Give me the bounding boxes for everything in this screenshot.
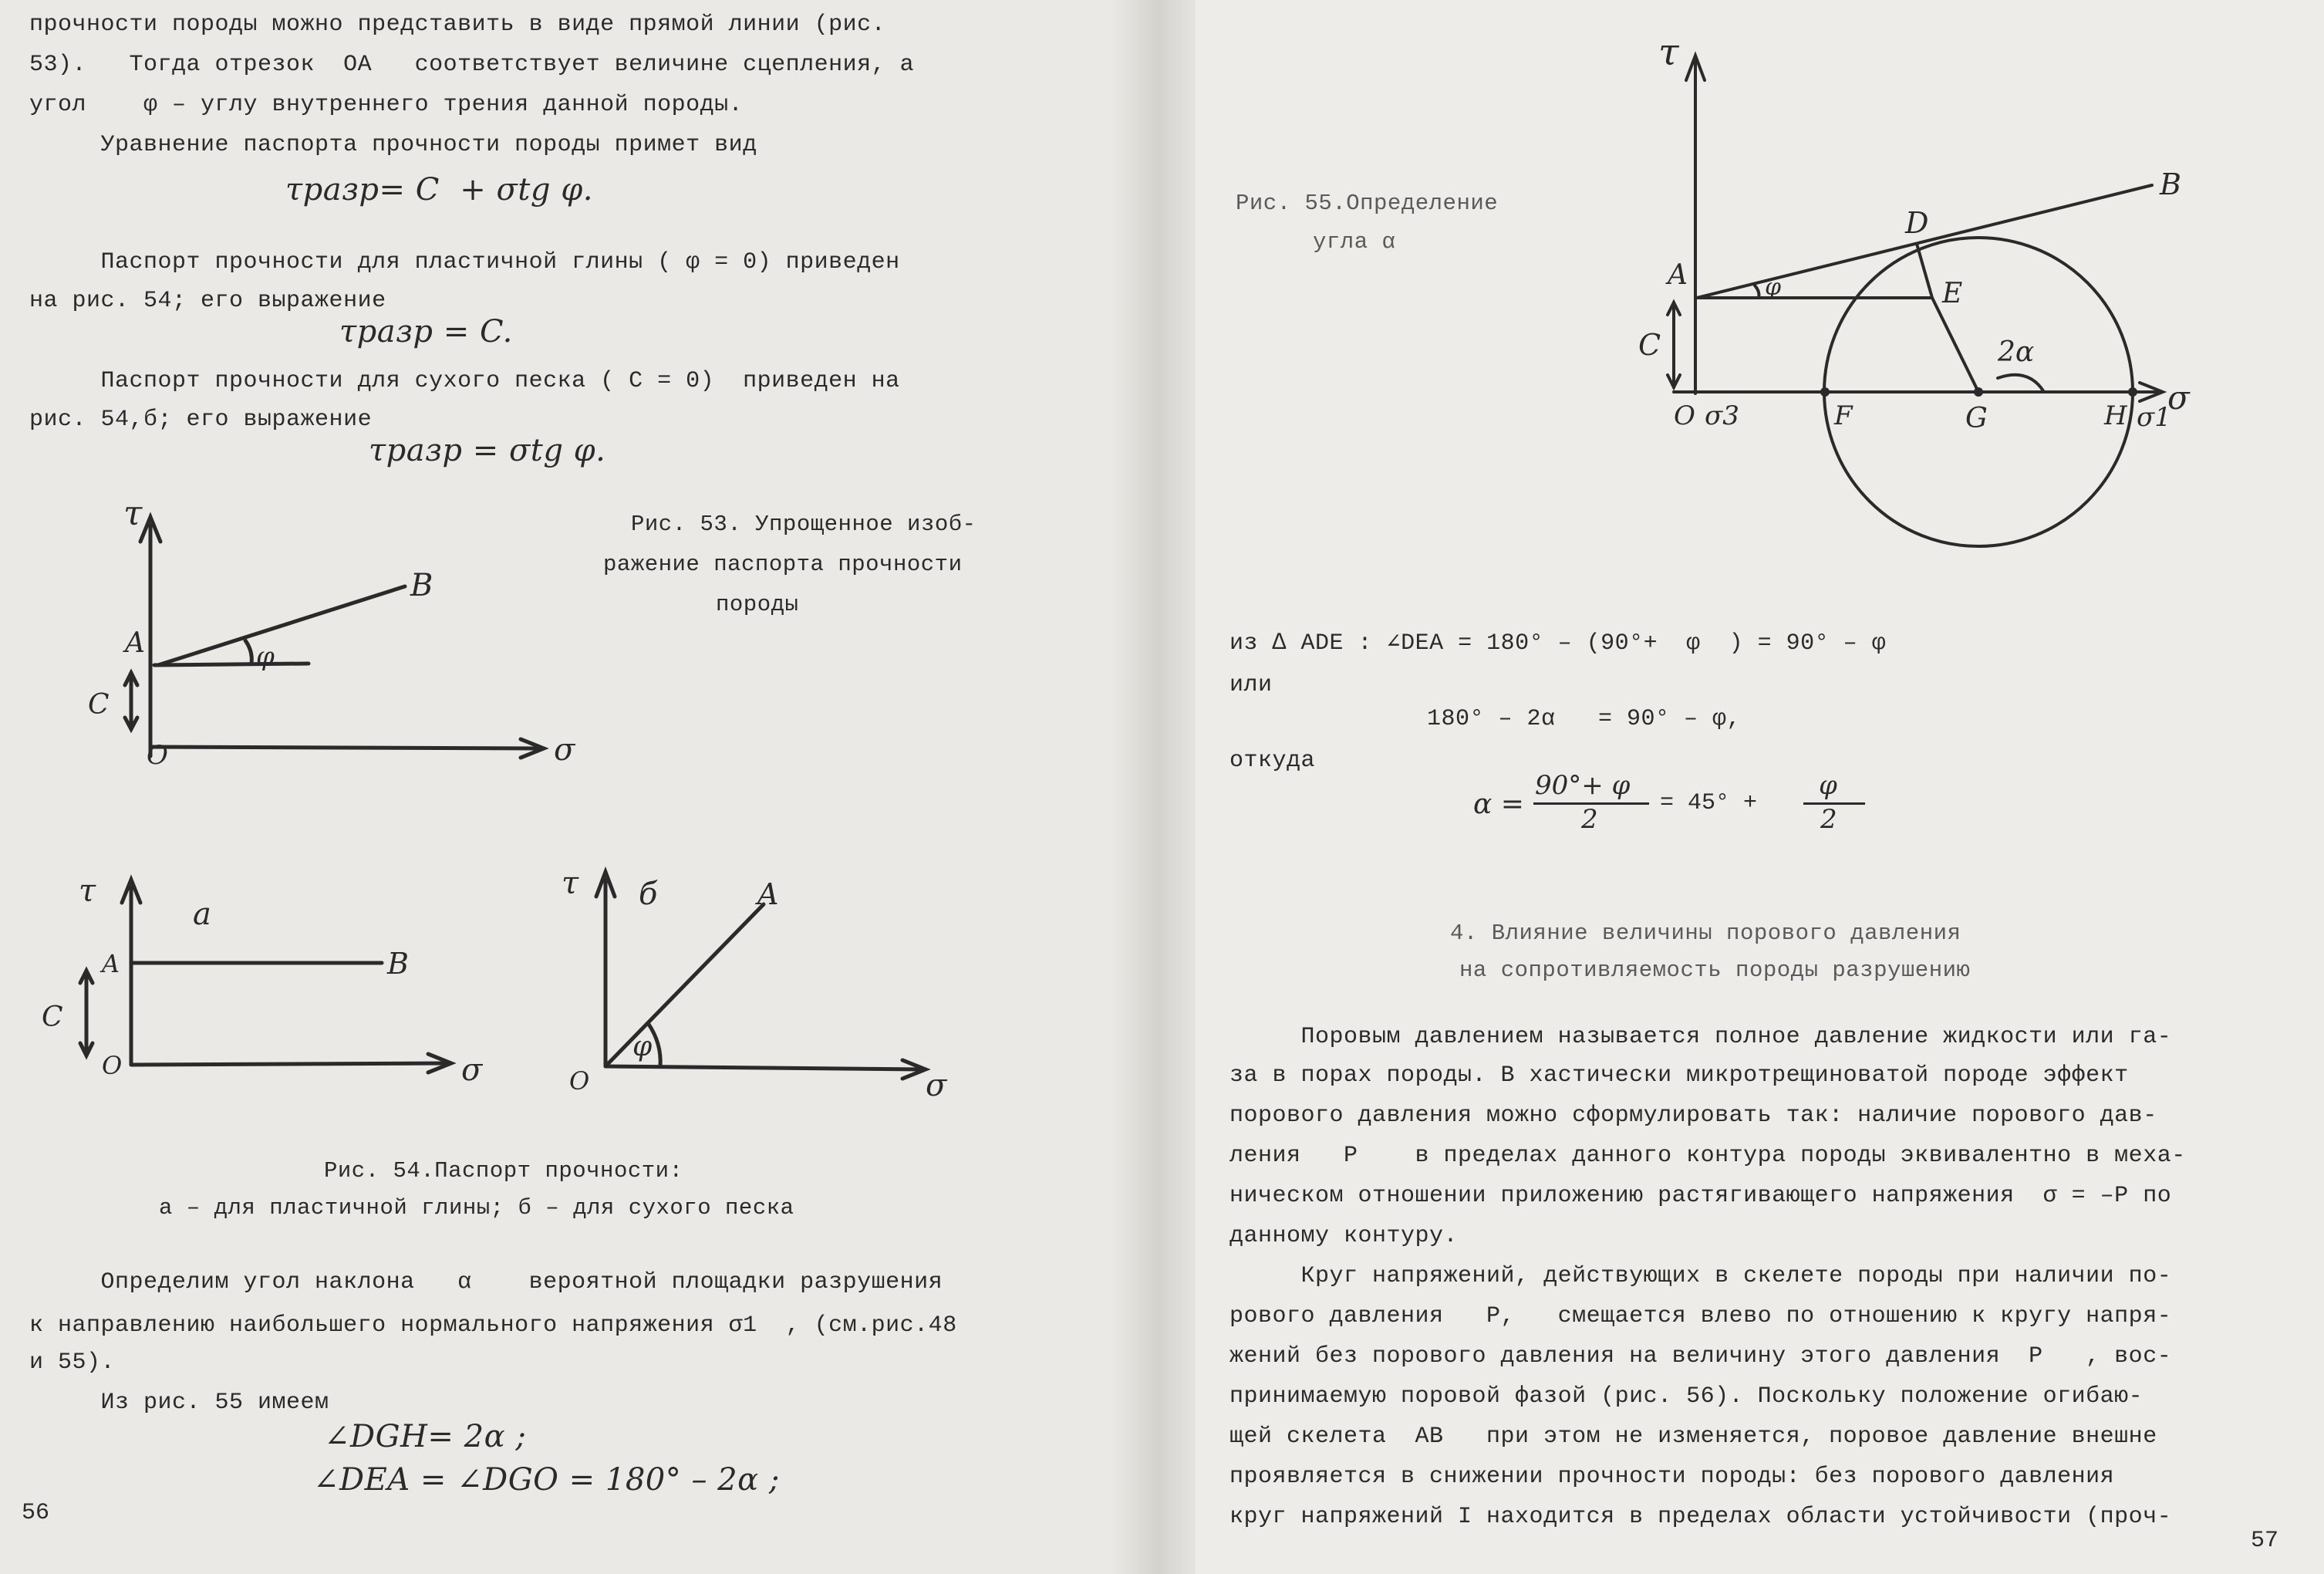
fig55-caption: Рис. 55.Определение [1236, 191, 1499, 216]
label-B: B [2160, 167, 2181, 201]
text-line: круг напряжений I находится в пределах области устойчивости (проч- [1229, 1504, 2172, 1530]
label-tau: τ [79, 873, 96, 909]
text-line: Круг напряжений, действующих в скелете породы при наличии по- [1229, 1263, 2172, 1289]
equation-clay: τразр = C. [339, 314, 513, 350]
left-page [0, 0, 1111, 1574]
label-C: C [42, 1001, 63, 1033]
right-page [1196, 0, 2324, 1574]
text-line: и 55). [29, 1349, 116, 1376]
label-b: б [639, 877, 658, 912]
label-phi: φ [256, 641, 275, 672]
text-line: Поровым давлением называется полное давление жидкости или га- [1229, 1024, 2172, 1050]
frac1-den: 2 [1581, 804, 1598, 835]
equation-sand: τразр = σtg φ. [369, 433, 606, 468]
text-line: 53). Тогда отрезок OA соответствует величине сцепления, а [29, 52, 915, 78]
book-gutter [1111, 0, 1196, 1574]
label-B: B [410, 568, 433, 603]
label-sigma1: σ1 [2137, 402, 2171, 433]
page-number: 56 [22, 1500, 50, 1526]
figure-53 [77, 494, 617, 772]
text-whence: откуда [1229, 748, 1316, 774]
text-line: за в порах породы. В хастически микротрещиноватой породе эффект [1229, 1062, 2129, 1089]
fig53-caption: ражение паспорта прочности [603, 552, 963, 577]
label-O: O [102, 1051, 123, 1080]
fig53-caption: породы [716, 592, 799, 617]
label-phi: φ [632, 1031, 653, 1062]
mid-term: = 45° + [1660, 790, 1758, 816]
alpha-lhs: α = [1473, 789, 1524, 820]
label-tau: τ [1658, 31, 1679, 74]
text-line: данному контуру. [1229, 1223, 1459, 1249]
text-line: порового давления можно сформулировать так: наличие порового дав- [1229, 1103, 2157, 1129]
label-C: C [88, 689, 110, 721]
label-sigma: σ [554, 732, 575, 768]
fig55-caption: угла α [1313, 229, 1396, 255]
figure-54b [532, 849, 964, 1103]
label-O: O [1674, 400, 1695, 431]
text-line: ническом отношении приложению растягивающего напряжения σ = –P по [1229, 1183, 2172, 1209]
figure-55 [1627, 15, 2190, 540]
label-tau: τ [123, 494, 143, 533]
fig54-caption: а – для пластичной глины; б – для сухого песка [159, 1195, 794, 1221]
label-sigma3: σ3 [1705, 400, 1739, 431]
text-line: Определим угол наклона α вероятной площадки разрушения [29, 1269, 943, 1295]
fig53-caption: Рис. 53. Упрощенное изоб- [631, 512, 976, 537]
text-line: принимаемую поровой фазой (рис. 56). Поскольку положение огибаю- [1229, 1383, 2144, 1410]
label-two-alpha: 2α [1998, 336, 2035, 368]
section-title: на сопротивляемость породы разрушению [1459, 958, 1971, 983]
label-A: A [1668, 259, 1688, 291]
text-or: или [1229, 672, 1273, 698]
label-a: a [193, 897, 211, 932]
frac2-den: 2 [1820, 804, 1837, 835]
label-G: G [1965, 403, 1988, 434]
label-O: O [147, 740, 168, 771]
equation-strength: τразр= C + σtg φ. [285, 172, 593, 208]
text-line: прочности породы можно представить в виде прямой линии (рис. [29, 12, 886, 38]
label-B: B [387, 947, 409, 981]
label-tau: τ [562, 866, 579, 901]
label-H: H [2104, 400, 2127, 431]
label-A: A [102, 949, 120, 978]
frac1-num: 90°+ φ [1535, 770, 1631, 801]
label-O: O [569, 1066, 590, 1096]
label-F: F [1834, 400, 1853, 431]
text-line: рис. 54,б; его выражение [29, 407, 373, 433]
text-line: щей скелета AB при этом не изменяется, поровое давление внешне [1229, 1424, 2157, 1450]
section-title: 4. Влияние величины порового давления [1450, 920, 1961, 946]
fig54-caption: Рис. 54.Паспорт прочности: [324, 1158, 683, 1184]
text-line: угол φ – углу внутреннего трения данной породы. [29, 92, 744, 118]
frac2-num: φ [1819, 770, 1837, 801]
page-number: 57 [2251, 1528, 2279, 1554]
equation-dgh: ∠DGH= 2α ; [324, 1419, 527, 1454]
derivation-3 [1473, 770, 1905, 839]
figure-54a [31, 864, 509, 1096]
text-line: Паспорт прочности для пластичной глины ( φ = 0) приведен [29, 249, 900, 275]
label-C: C [1638, 328, 1661, 362]
derivation-2: 180° – 2α = 90° – φ, [1427, 706, 1742, 732]
label-sigma: σ [926, 1068, 947, 1103]
text-line: на рис. 54; его выражение [29, 288, 386, 314]
label-A: A [125, 627, 145, 659]
text-line: Уравнение паспорта прочности породы примет вид [29, 132, 757, 158]
label-A: A [757, 877, 779, 911]
text-line: жений без порового давления на величину этого давления P , вос- [1229, 1343, 2172, 1370]
text-line: проявляется в снижении прочности породы: без порового давления [1229, 1464, 2115, 1490]
label-sigma: σ [2167, 379, 2190, 417]
text-line: Паспорт прочности для сухого песка ( C = 0) приведен на [29, 368, 900, 394]
label-D: D [1905, 206, 1929, 240]
equation-dea: ∠DEA = ∠DGO = 180° – 2α ; [313, 1462, 780, 1498]
label-E: E [1942, 278, 1963, 309]
label-phi: φ [1765, 274, 1782, 301]
text-line: к направлению наибольшего нормального напряжения σ1 , (см.рис.48 [29, 1312, 957, 1339]
text-line: ления P в пределах данного контура породы эквивалентно в меха- [1229, 1143, 2186, 1169]
text-line: Из рис. 55 имеем [29, 1390, 329, 1416]
text-line: рового давления P, смещается влево по отношению к кругу напря- [1229, 1303, 2172, 1329]
derivation-1: из ∆ ADE : ∠DEA = 180° – (90°+ φ ) = 90° – φ [1229, 630, 1887, 657]
label-sigma: σ [461, 1052, 483, 1088]
